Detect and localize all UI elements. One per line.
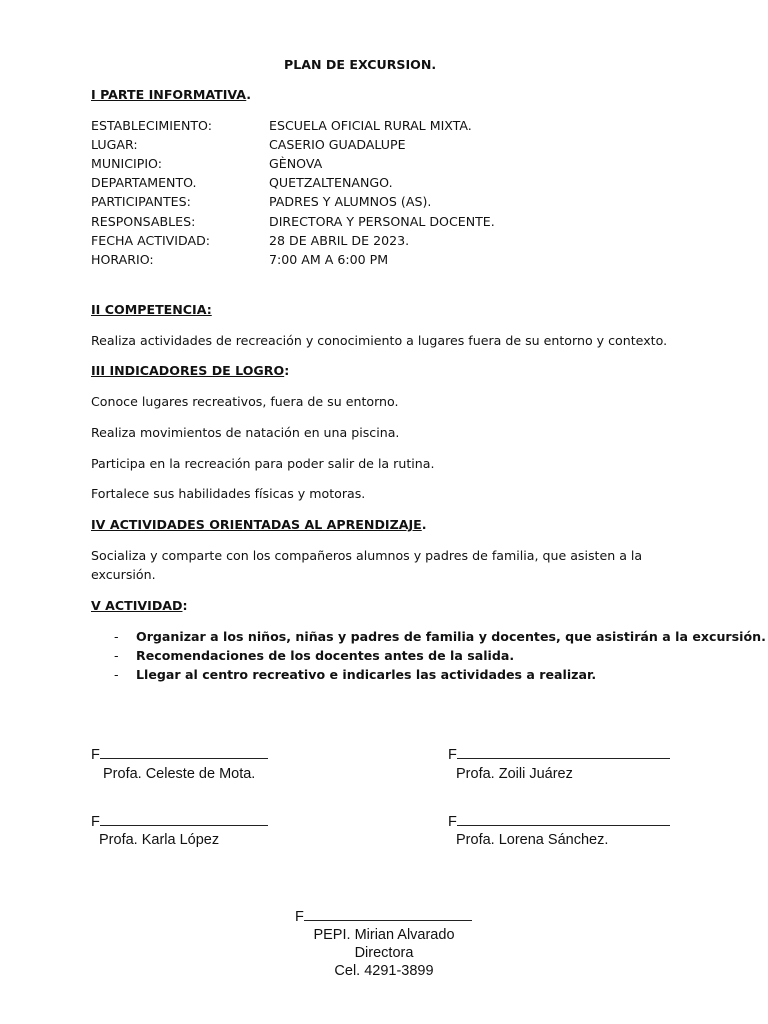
label-municipio: MUNICIPIO: <box>91 156 162 171</box>
signature-line-4 <box>448 813 670 830</box>
label-horario: HORARIO: <box>91 252 154 267</box>
activity-item: Llegar al centro recreativo e indicarles las actividades a realizar. <box>136 667 597 682</box>
indicator-item: Fortalece sus habilidades físicas y motoras. <box>91 486 366 501</box>
indicator-item: Participa en la recreación para poder salir de la rutina. <box>91 456 435 471</box>
director-role: Directora <box>354 945 414 961</box>
signature-line-1 <box>91 746 268 763</box>
signature-underline <box>100 813 268 826</box>
part1-heading-text: I PARTE INFORMATIVA <box>91 87 247 102</box>
signature-underline <box>304 908 472 921</box>
label-participantes: PARTICIPANTES: <box>91 194 191 209</box>
value-horario: 7:00 AM A 6:00 PM <box>269 252 389 267</box>
value-establecimiento: ESCUELA OFICIAL RURAL MIXTA. <box>269 118 472 133</box>
value-departamento: QUETZALTENANGO. <box>269 175 393 190</box>
signature-prefix: F <box>295 909 304 925</box>
part3-heading <box>91 363 289 379</box>
signature-underline <box>457 746 670 759</box>
part4-text-line2: excursión. <box>91 567 156 582</box>
value-lugar: CASERIO GUADALUPE <box>269 137 406 152</box>
signature-prefix: F <box>448 747 457 763</box>
document-title: PLAN DE EXCURSION. <box>284 57 437 72</box>
activity-item: Recomendaciones de los docentes antes de la salida. <box>136 648 515 663</box>
value-municipio: GÈNOVA <box>269 156 323 171</box>
part1-heading-punct: . <box>246 87 252 102</box>
part5-heading-text: V ACTIVIDAD <box>91 598 183 613</box>
part5-heading <box>91 598 188 614</box>
director-name: PEPI. Mirian Alvarado <box>313 927 455 943</box>
label-departamento: DEPARTAMENTO. <box>91 175 197 190</box>
label-fecha-actividad: FECHA ACTIVIDAD: <box>91 233 211 248</box>
part4-heading-punct: . <box>421 517 427 532</box>
label-lugar: LUGAR: <box>91 137 138 152</box>
signatory-name-1: Profa. Celeste de Mota. <box>103 766 256 782</box>
value-participantes: PADRES Y ALUMNOS (AS). <box>269 194 432 209</box>
signature-line-3 <box>91 813 268 830</box>
label-establecimiento: ESTABLECIMIENTO: <box>91 118 212 133</box>
activity-item: Organizar a los niños, niñas y padres de familia y docentes, que asistirán a la excursión. <box>136 629 766 644</box>
part3-heading-text: III INDICADORES DE LOGRO <box>91 363 285 378</box>
signature-prefix: F <box>91 814 100 830</box>
bullet-dash: - <box>114 648 119 663</box>
value-responsables: DIRECTORA Y PERSONAL DOCENTE. <box>269 214 495 229</box>
signature-line-director <box>295 908 472 925</box>
part2-text: Realiza actividades de recreación y conocimiento a lugares fuera de su entorno y contexto. <box>91 333 668 348</box>
label-responsables: RESPONSABLES: <box>91 214 196 229</box>
director-phone: Cel. 4291-3899 <box>334 963 434 979</box>
part4-text-line1: Socializa y comparte con los compañeros alumnos y padres de familia, que asisten a la <box>91 548 643 563</box>
signature-prefix: F <box>91 747 100 763</box>
signatory-name-4: Profa. Lorena Sánchez. <box>456 832 609 848</box>
signature-line-2 <box>448 746 670 763</box>
indicator-item: Conoce lugares recreativos, fuera de su entorno. <box>91 394 399 409</box>
signature-underline <box>457 813 670 826</box>
part4-heading-text: IV ACTIVIDADES ORIENTADAS AL APRENDIZAJE <box>91 517 422 532</box>
signature-underline <box>100 746 268 759</box>
bullet-dash: - <box>114 667 119 682</box>
signatory-name-2: Profa. Zoili Juárez <box>456 766 573 782</box>
signature-prefix: F <box>448 814 457 830</box>
bullet-dash: - <box>114 629 119 644</box>
value-fecha-actividad: 28 DE ABRIL DE 2023. <box>269 233 410 248</box>
indicator-item: Realiza movimientos de natación en una piscina. <box>91 425 400 440</box>
part1-heading <box>91 87 251 103</box>
part4-heading <box>91 517 427 533</box>
signatory-name-3: Profa. Karla López <box>99 832 220 848</box>
part3-heading-punct: : <box>284 363 290 378</box>
part2-heading: II COMPETENCIA: <box>91 302 212 317</box>
part5-heading-punct: : <box>182 598 188 613</box>
